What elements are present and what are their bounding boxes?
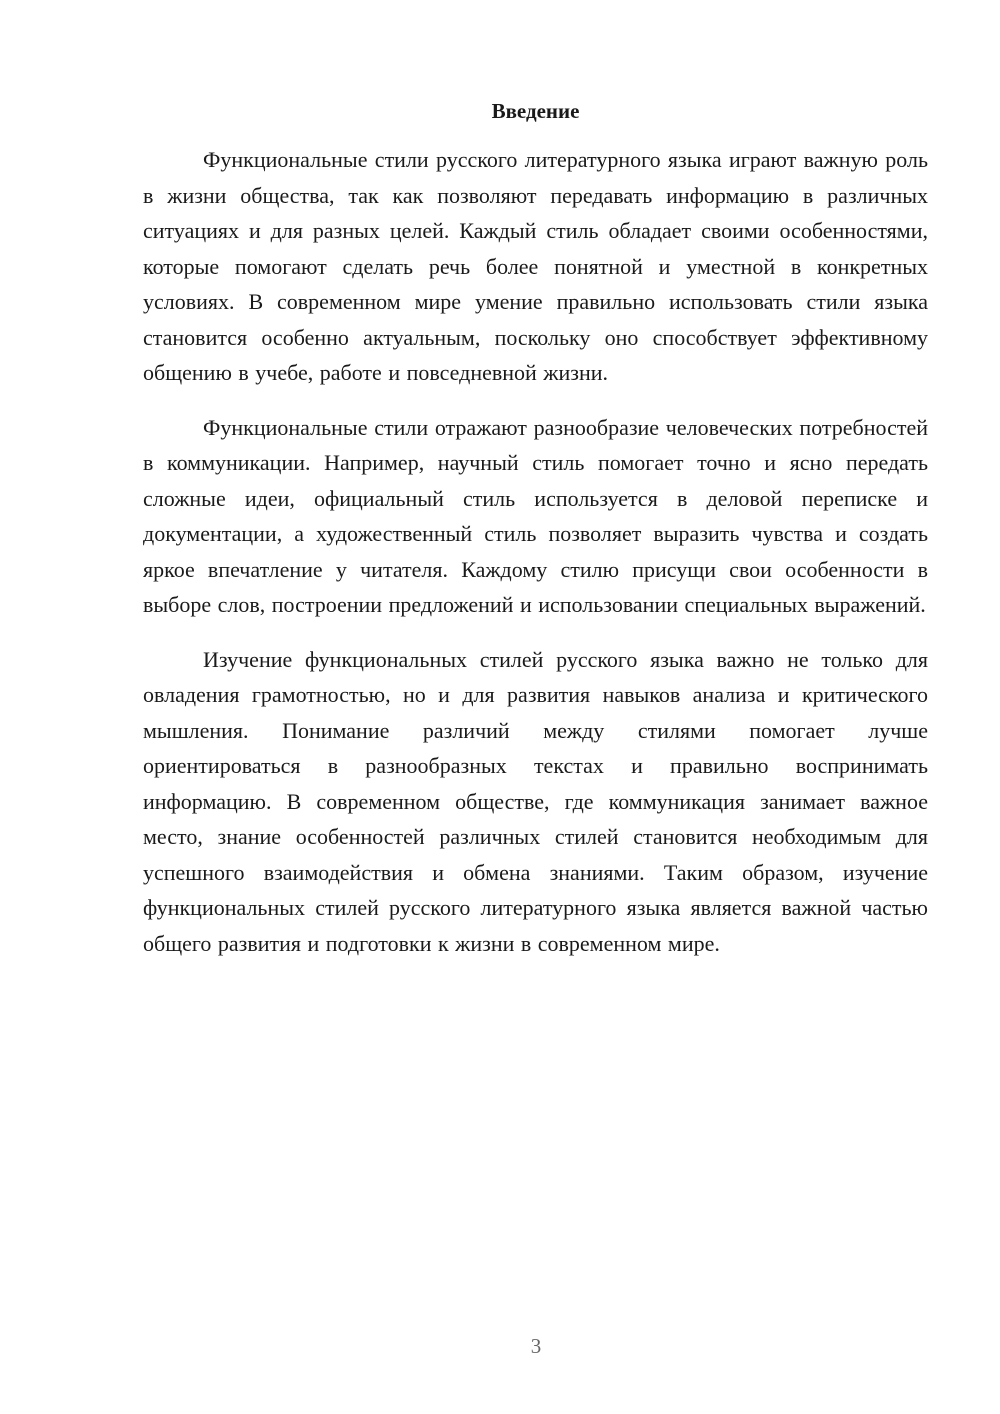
paragraph-2: Функциональные стили отражают разнообразие человеческих потребностей в коммуникации. Например, научный стиль помогает точно и ясно передать сложные идеи, официальный стиль используется в деловой переписке и документации, а художественный стиль позволяет выразить чувства и создать яркое впечатление у читателя. Каждому стилю присущи свои особенности в выборе слов, построении предложений и использовании специальных выражений. bbox=[143, 414, 928, 617]
section-title: Введение bbox=[491, 99, 580, 123]
page-content bbox=[143, 96, 928, 980]
page-number: 3 bbox=[530, 1334, 542, 1358]
paragraph-1: Функциональные стили русского литературного языка играют важную роль в жизни общества, так как позволяют передавать информацию в различных ситуациях и для разных целей. Каждый стиль обладает своими особенностями, которые помогают сделать речь более понятной и уместной в конкретных условиях. В современном мире умение правильно использовать стили языка становится особенно актуальным, поскольку оно способствует эффективному общению в учебе, работе и повседневной жизни. bbox=[143, 147, 928, 385]
paragraph-3: Изучение функциональных стилей русского языка важно не только для овладения грамотностью, но и для развития навыков анализа и критического мышления. Понимание различий между стилями помогает лучше ориентироваться в разнообразных текстах и правильно воспринимать информацию. В современном обществе, где коммуникация занимает важное место, знание особенностей различных стилей становится необходимым для успешного взаимодействия и обмена знаниями. Таким образом, изучение функциональных стилей русского литературного языка является важной частью общего развития и подготовки к жизни в современном мире. bbox=[143, 646, 928, 956]
body-text bbox=[143, 142, 928, 961]
